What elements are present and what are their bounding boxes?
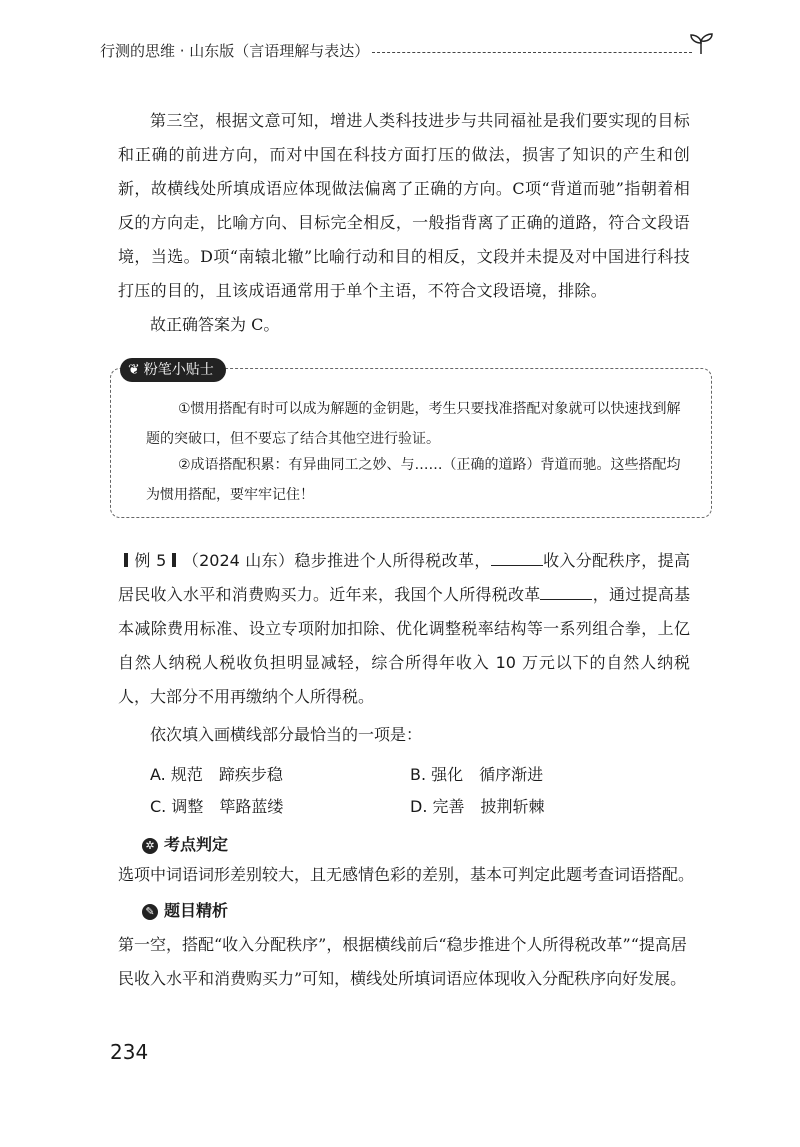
option-d: D. 完善 披荆斩棘: [410, 797, 545, 816]
section-text: 选项中词语词形差别较大，且无感情色彩的差别，基本可判定此题考查词语搭配。: [118, 865, 695, 884]
tips-badge-label: 粉笔小贴士: [143, 362, 214, 378]
section-title: 考点判定: [164, 835, 229, 854]
running-header: 行测的思维 · 山东版（言语理解与表达）: [100, 42, 370, 60]
question-prompt: 依次填入画横线部分最恰当的一项是：: [150, 725, 423, 744]
analysis-paragraph: 第三空，根据文意可知，增进人类科技进步与共同福祉是我们要实现的目标和正确的前进方向，而对中国在科技方面打压的做法，损害了知识的产生和创新，故横线处所填成语应体现做法偏离了正确的方向。C项“背道而驰”指朝着相反的方向走，比喻方向、目标完全相反，一般指背离了正确的道路，符合文段语境，当选。D项“南辕北辙”比喻行动和目的相反，文段并未提及对中国进行科技打压的目的，且该成语通常用于单个主语，不符合文段语境，排除。: [118, 111, 690, 300]
example-label: 例 5: [134, 551, 167, 570]
tips-badge: [120, 358, 226, 382]
section-heading: [142, 832, 228, 855]
answer-line: 故正确答案为 C。: [150, 315, 280, 334]
example-text: 稳步推进个人所得税改革，: [294, 551, 491, 570]
example-text: ，通过提高基本减除费用标准、设立专项附加扣除、优化调整税率结构等一系列组合拳，上亿自然人纳税人税收负担明显减轻，综合所得年收入 10 万元以下的自然人纳税人，大部分不用再缴纳个人所得税。: [118, 585, 690, 706]
option-c: C. 调整 筚路蓝缕: [150, 797, 284, 816]
tip-item: ②成语搭配积累：有异曲同工之妙、与……（正确的道路）背道而驰。这些搭配均为惯用搭配，要牢牢记住！: [146, 457, 681, 503]
section-title: 题目精析: [164, 901, 229, 920]
sprout-icon: [688, 30, 714, 56]
header-divider: [372, 52, 692, 53]
page-number: 234: [110, 1040, 149, 1064]
option-b: B. 强化 循序渐进: [410, 765, 544, 784]
example-marker: [172, 553, 176, 567]
blank-line: [491, 551, 543, 566]
section-heading: [142, 898, 228, 921]
blank-line: [540, 585, 592, 600]
example-text: 收入分配秩序，提高居民收入水平和消费购买力。近年来，我国个人所得税改革: [118, 551, 690, 604]
option-a: A. 规范 蹄疾步稳: [150, 765, 283, 784]
sprout-icon: ❦: [128, 362, 140, 378]
section-text: 第一空，搭配“收入分配秩序”，根据横线前后“稳步推进个人所得税改革”“提高居民收入水平和消费购买力”可知，横线处所填词语应体现收入分配秩序向好发展。: [118, 935, 687, 988]
example-source: （2024 山东）: [182, 551, 295, 570]
gear-icon: ✲: [142, 838, 158, 854]
tip-item: ①惯用搭配有时可以成为解题的金钥匙，考生只要找准搭配对象就可以快速找到解题的突破口，但不要忘了结合其他空进行验证。: [146, 401, 681, 447]
example-question: [118, 544, 690, 714]
example-marker: [124, 553, 128, 567]
pen-icon: ✎: [142, 904, 158, 920]
